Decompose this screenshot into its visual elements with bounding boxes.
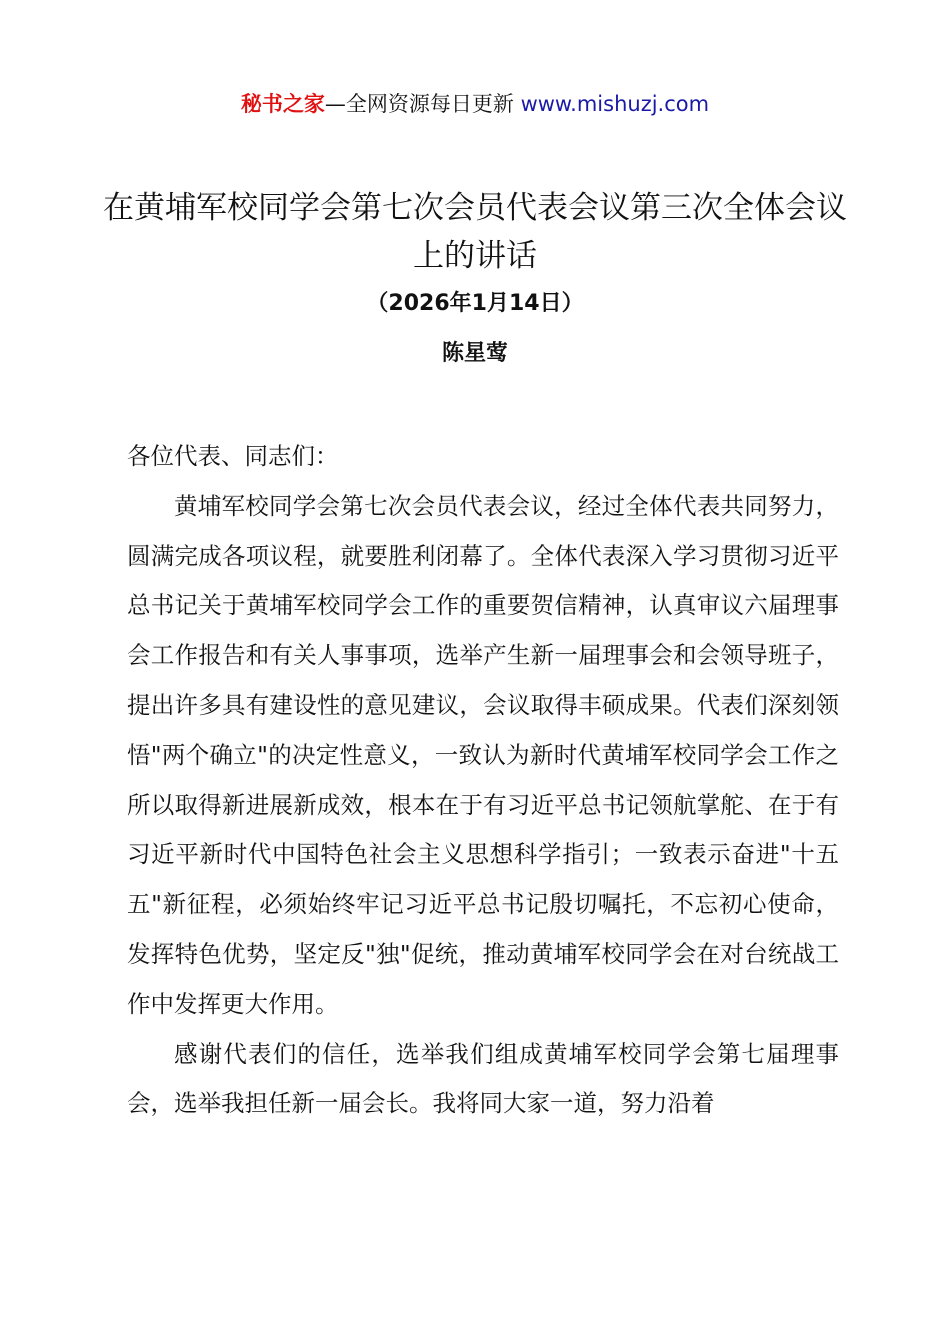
site-slogan: —全网资源每日更新 [324, 92, 521, 116]
site-brand: 秘书之家 [240, 92, 325, 116]
document-date: （2026年1月14日） [366, 291, 584, 316]
document-title: 在黄埔军校同学会第七次会员代表会议第三次全体会议上的讲话 [103, 190, 847, 274]
site-url-link[interactable]: www.mishuzj.com [520, 92, 710, 116]
document-author: 陈星莺 [441, 341, 508, 366]
salutation: 各位代表、同志们： [127, 442, 339, 470]
site-header [0, 88, 950, 120]
body-paragraph: 黄埔军校同学会第七次会员代表会议，经过全体代表共同努力，圆满完成各项议程，就要胜利闭幕了。全体代表深入学习贯彻习近平总书记关于黄埔军校同学会工作的重要贺信精神，认真审议六届理事会工作报告和有关人事事项，选举产生新一届理事会和会领导班子，提出许多具有建设性的意见建议，会议取得丰硕成果。代表们深刻领悟"两个确立"的决定性意义，一致认为新时代黄埔军校同学会工作之所以取得新进展新成效，根本在于有习近平总书记领航掌舵、在于有习近平新时代中国特色社会主义思想科学指引；一致表示奋进"十五五"新征程，必须始终牢记习近平总书记殷切嘱托，不忘初心使命，发挥特色优势，坚定反"独"促统，推动黄埔军校同学会在对台统战工作中发挥更大作用。 [127, 491, 839, 1018]
body-paragraph: 感谢代表们的信任，选举我们组成黄埔军校同学会第七届理事会，选举我担任新一届会长。我将同大家一道，努力沿着 [127, 1039, 839, 1118]
document-body [127, 432, 839, 1129]
